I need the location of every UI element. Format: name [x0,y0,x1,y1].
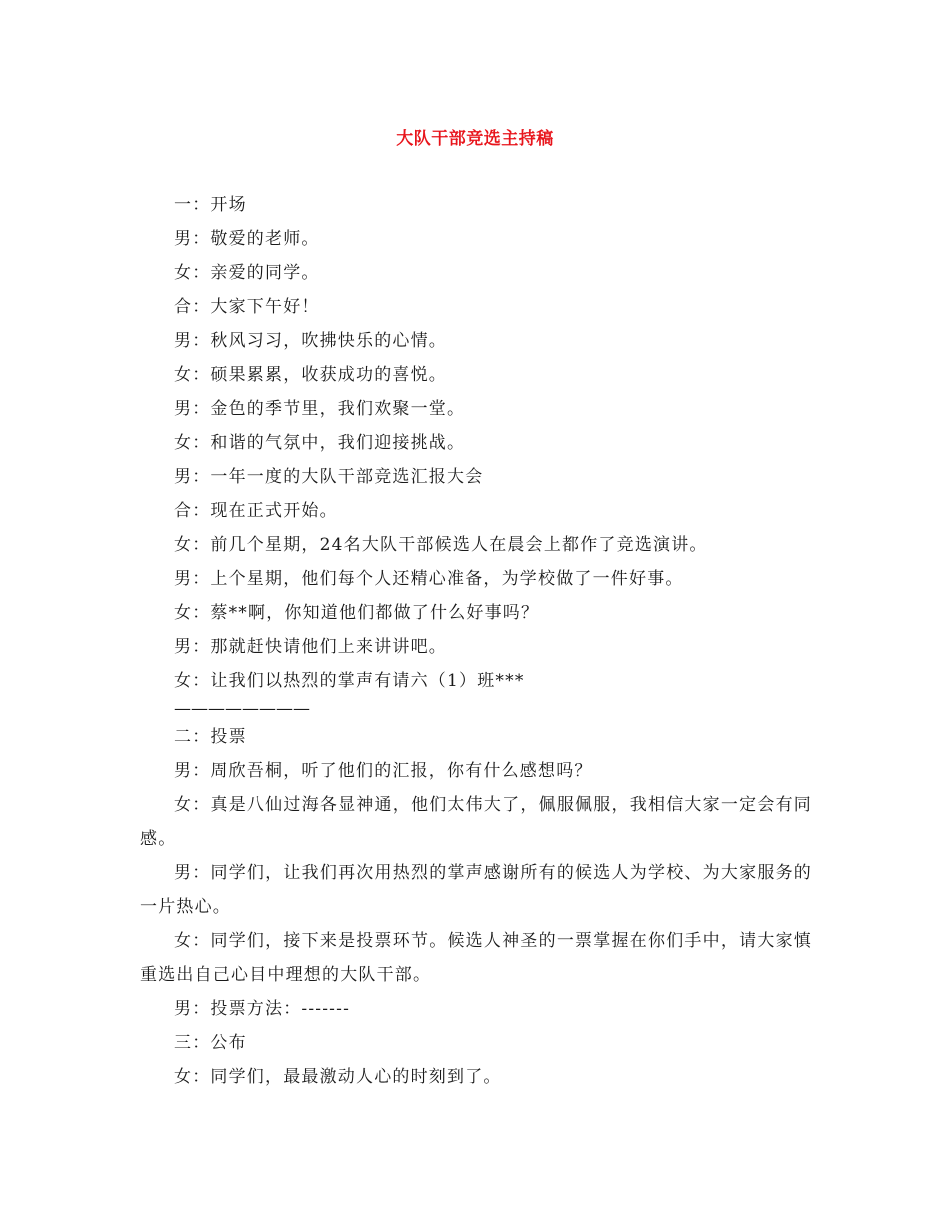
dialogue-line: 女：蔡**啊，你知道他们都做了什么好事吗？ [174,603,540,623]
dialogue-line: 男：上个星期，他们每个人还精心准备，为学校做了一件好事。 [174,569,684,589]
dialogue-line: 男：那就赶快请他们上来讲讲吧。 [174,637,447,657]
dialogue-line: 男：周欣吾桐，听了他们的汇报，你有什么感想吗？ [174,761,593,781]
dialogue-line: 男：秋风习习，吹拂快乐的心情。 [174,331,447,351]
section-heading-voting: 二：投票 [174,727,247,747]
dialogue-line: 女：真是八仙过海各显神通，他们太伟大了，佩服佩服，我相信大家一定会有同感。 [140,795,812,849]
dialogue-line: 女：和谐的气氛中，我们迎接挑战。 [174,433,466,453]
section-heading-announce: 三：公布 [174,1033,247,1053]
dialogue-line: 女：同学们，最最激动人心的时刻到了。 [174,1067,502,1087]
dialogue-line: 男：金色的季节里，我们欢聚一堂。 [174,399,466,419]
dialogue-line: 女：同学们，接下来是投票环节。候选人神圣的一票掌握在你们手中，请大家慎重选出自己心目中理想的大队干部。 [140,931,812,985]
dialogue-line: 合：现在正式开始。 [174,501,338,521]
document-body [140,188,812,1094]
dialogue-line: 合：大家下午好！ [174,297,320,317]
section-heading-opening: 一：开场 [174,195,247,215]
dialogue-line: 女：亲爱的同学。 [174,263,320,283]
separator-dashes: ———————— [174,699,310,719]
dialogue-line: 女：前几个星期，24名大队干部候选人在晨会上都作了竞选演讲。 [174,535,708,555]
dialogue-line: 女：让我们以热烈的掌声有请六（1）班*** [174,671,525,691]
dialogue-line: 男：一年一度的大队干部竞选汇报大会 [174,467,484,487]
dialogue-line: 男：敬爱的老师。 [174,229,320,249]
dialogue-line: 男：投票方法：------- [174,999,351,1019]
document-title: 大队干部竞选主持稿 [396,129,554,149]
dialogue-line: 女：硕果累累，收获成功的喜悦。 [174,365,447,385]
dialogue-line: 男：同学们，让我们再次用热烈的掌声感谢所有的候选人为学校、为大家服务的一片热心。 [140,863,812,917]
